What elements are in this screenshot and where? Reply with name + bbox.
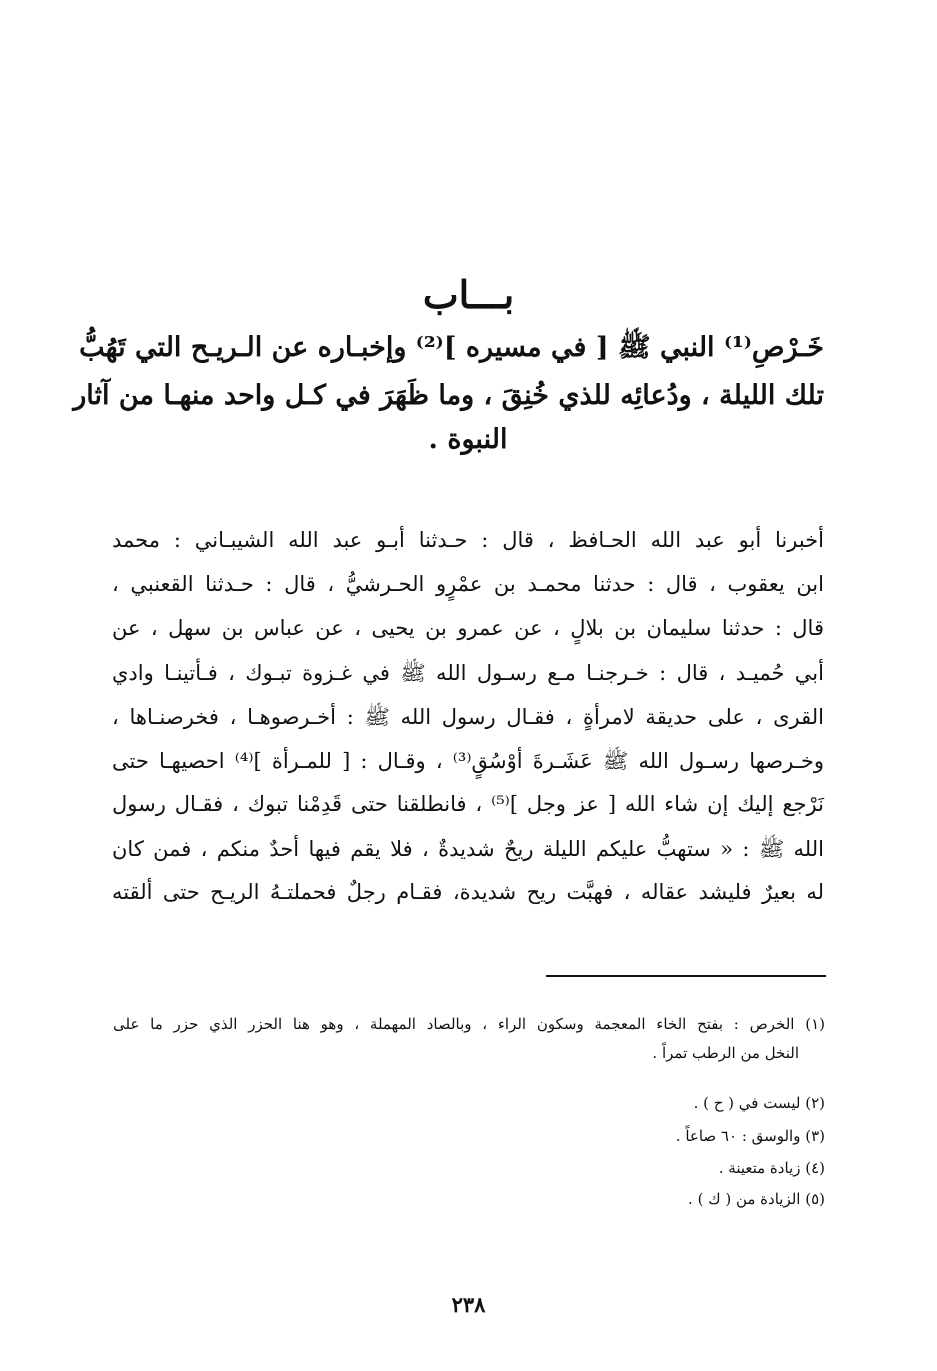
footnote-divider <box>546 975 826 977</box>
body-line: له بعيرٌ فليشد عقاله ، فهبَّت ريح شديدة، فقـام رجلٌ فحملتـهُ الريـح حتى ألقته <box>112 880 824 904</box>
body-line: نَرْجع إليك إن شاء الله [ عز وجل ]⁽⁵⁾ ، فانطلقنا حتى قَدِمْنا تبوك ، فقـال رسول <box>112 792 824 816</box>
body-line: قال : حدثنا سليمان بن بلالٍ ، عن عمرو بن يحيى ، عن عباس بن سهل ، عن <box>112 616 824 640</box>
chapter-heading: بـــاب <box>422 272 515 317</box>
body-line: وخـرصها رسـول الله ﷺ عَشَـرةَ أوْسُقٍ⁽³⁾ ، وقـال : [ للمـرأة ]⁽⁴⁾ احصيهـا حتى <box>112 749 824 773</box>
body-line: أبي حُميـد ، قال : خـرجنـا مـع رسـول الله ﷺ في غـزوة تبـوك ، فـأتينـا وادي <box>112 661 824 685</box>
title-line: تلك الليلة ، ودُعائِه للذي خُنِقَ ، وما ظَهَرَ في كـل واحد منهـا من آثار <box>73 380 824 411</box>
footnote-4: (٤) زيادة متعينة . <box>718 1159 825 1177</box>
footnote-1-cont: النخل من الرطب تمراً . <box>652 1044 799 1062</box>
title-line: النبوة . <box>428 424 508 455</box>
body-line: القرى ، على حديقة لامرأةٍ ، فقـال رسول الله ﷺ : أخـرصوهـا ، فخرصنـاها ، <box>112 705 824 729</box>
footnote-3: (٣) والوسق : ٦٠ صاعاً . <box>675 1127 825 1145</box>
page-number: ٢٣٨ <box>451 1292 486 1317</box>
body-line: ابن يعقوب ، قال : حدثنا محمـد بن عمْرٍو الحـرشيُّ ، قال : حـدثنا القعنبي ، <box>112 572 824 596</box>
title-line: خَـرْصِ⁽¹⁾ النبي ﷺ [ في مسيره ]⁽²⁾ وإخبـاره عن الـريـح التي تَهُبُّ <box>79 332 824 363</box>
footnote-2: (٢) ليست في ( ح ) . <box>693 1094 825 1112</box>
footnote-5: (٥) الزيادة من ( ك ) . <box>688 1190 825 1208</box>
body-line: الله ﷺ : « ستهبُّ عليكم الليلة ريحٌ شديدةٌ ، فلا يقم فيها أحدٌ منكم ، فمن كان <box>112 837 824 861</box>
footnote-1: (١) الخرص : بفتح الخاء المعجمة وسكون الراء ، وبالصاد المهملة ، وهو هنا الحزر الذي حزر ما على <box>113 1015 825 1033</box>
body-line: أخبرنا أبو عبد الله الحـافظ ، قال : حـدثنا أبـو عبد الله الشيبـاني : محمد <box>112 528 824 552</box>
